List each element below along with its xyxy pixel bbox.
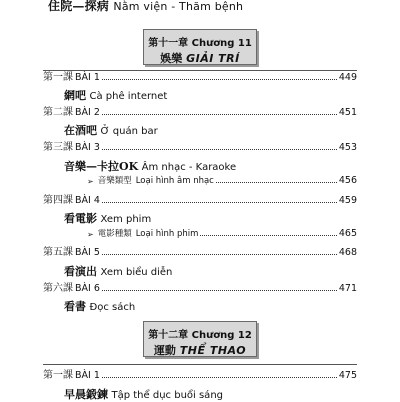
lesson-title-chinese: 早晨鍛鍊 bbox=[64, 388, 108, 401]
chapter-number-chinese: 第十二章 bbox=[148, 330, 189, 341]
lesson-number: 第三課 bbox=[43, 142, 73, 153]
toc-entry[interactable] bbox=[43, 193, 357, 206]
page-number: 451 bbox=[338, 107, 357, 118]
toc-entry[interactable] bbox=[43, 368, 357, 381]
page-number: 456 bbox=[338, 175, 357, 186]
lesson-label: BÀI 5 bbox=[75, 247, 100, 258]
dot-leader bbox=[216, 181, 337, 183]
page-number: 465 bbox=[338, 228, 357, 239]
lesson-label: BÀI 1 bbox=[75, 370, 100, 381]
lesson-title bbox=[64, 87, 167, 101]
arrow-icon: ➢ bbox=[87, 230, 94, 239]
chapter-divider bbox=[43, 364, 357, 365]
lesson-label: BÀI 2 bbox=[75, 107, 100, 118]
toc-entry[interactable] bbox=[43, 140, 357, 153]
dot-leader bbox=[102, 78, 337, 80]
subentry-vietnamese: Loại hình phim bbox=[135, 229, 199, 239]
dot-leader bbox=[102, 113, 337, 115]
chapter-number-latin: Chương 11 bbox=[191, 38, 252, 49]
dot-leader bbox=[102, 289, 337, 291]
toc-entry[interactable] bbox=[43, 70, 357, 83]
lesson-title-chinese: 音樂—卡拉OK bbox=[64, 160, 139, 173]
lesson-title-chinese: 看演出 bbox=[64, 265, 97, 278]
lesson-label: BÀI 4 bbox=[75, 195, 100, 206]
dot-leader bbox=[102, 201, 337, 203]
lesson-label: BÀI 3 bbox=[75, 142, 100, 153]
lesson-label: BÀI 1 bbox=[75, 72, 100, 83]
page-number: 459 bbox=[338, 195, 357, 206]
chapter-number-latin: Chương 12 bbox=[191, 330, 252, 341]
dot-leader bbox=[200, 234, 336, 236]
toc-subentry[interactable] bbox=[87, 173, 357, 186]
page-number: 449 bbox=[338, 72, 357, 83]
lesson-title-vietnamese: Xem phim bbox=[100, 214, 152, 225]
chapter-title-latin: THỂ THAO bbox=[179, 344, 247, 357]
lesson-title bbox=[64, 210, 151, 224]
arrow-icon: ➢ bbox=[87, 177, 94, 186]
previous-lesson-chinese: 住院—探病 bbox=[48, 0, 110, 13]
toc-entry[interactable] bbox=[43, 105, 357, 118]
toc-subentry[interactable] bbox=[87, 226, 357, 239]
page-number: 471 bbox=[338, 283, 357, 294]
lesson-title-vietnamese: Đọc sách bbox=[89, 302, 136, 313]
chapter-12-header bbox=[143, 321, 257, 357]
chapter-title-chinese: 運動 bbox=[153, 344, 176, 357]
previous-lesson-vietnamese: Nằm viện - Thăm bệnh bbox=[113, 0, 244, 13]
dot-leader bbox=[102, 253, 337, 255]
lesson-title bbox=[64, 386, 223, 400]
toc-entry[interactable] bbox=[43, 281, 357, 294]
lesson-title-chinese: 看電影 bbox=[64, 212, 97, 225]
lesson-title-vietnamese: Cà phê internet bbox=[89, 91, 168, 102]
page-number: 453 bbox=[338, 142, 357, 153]
chapter-11-header bbox=[143, 29, 257, 65]
lesson-number: 第一課 bbox=[43, 370, 73, 381]
lesson-title-vietnamese: Âm nhạc - Karaoke bbox=[141, 162, 237, 173]
subentry-chinese: 音樂類型 bbox=[97, 176, 132, 186]
lesson-title-vietnamese: Xem biểu diễn bbox=[100, 267, 173, 278]
lesson-number: 第六課 bbox=[43, 283, 73, 294]
lesson-title-vietnamese: Tập thể dục buổi sáng bbox=[111, 390, 223, 401]
toc-entry[interactable] bbox=[43, 245, 357, 258]
lesson-title-chinese: 網吧 bbox=[64, 89, 86, 102]
lesson-number: 第一課 bbox=[43, 72, 73, 83]
chapter-number-chinese: 第十一章 bbox=[148, 38, 189, 49]
lesson-title-chinese: 在酒吧 bbox=[64, 124, 97, 137]
chapter-title-chinese: 娛樂 bbox=[160, 52, 183, 65]
lesson-number: 第二課 bbox=[43, 107, 73, 118]
lesson-title-vietnamese: Ở quán bar bbox=[100, 126, 158, 137]
lesson-title-chinese: 看書 bbox=[64, 300, 86, 313]
lesson-label: BÀI 6 bbox=[75, 283, 100, 294]
chapter-title-latin: GIẢI TRÍ bbox=[186, 52, 240, 65]
subentry-chinese: 電影種類 bbox=[97, 229, 132, 239]
lesson-title bbox=[64, 158, 236, 172]
dot-leader bbox=[102, 148, 337, 150]
lesson-number: 第五課 bbox=[43, 247, 73, 258]
lesson-title bbox=[64, 122, 158, 136]
page-number: 468 bbox=[338, 247, 357, 258]
previous-lesson-title bbox=[48, 0, 243, 14]
dot-leader bbox=[102, 376, 337, 378]
page-number: 475 bbox=[338, 370, 357, 381]
lesson-number: 第四課 bbox=[43, 195, 73, 206]
subentry-vietnamese: Loại hình âm nhạc bbox=[135, 176, 214, 186]
lesson-title bbox=[64, 263, 172, 277]
lesson-title bbox=[64, 298, 135, 312]
